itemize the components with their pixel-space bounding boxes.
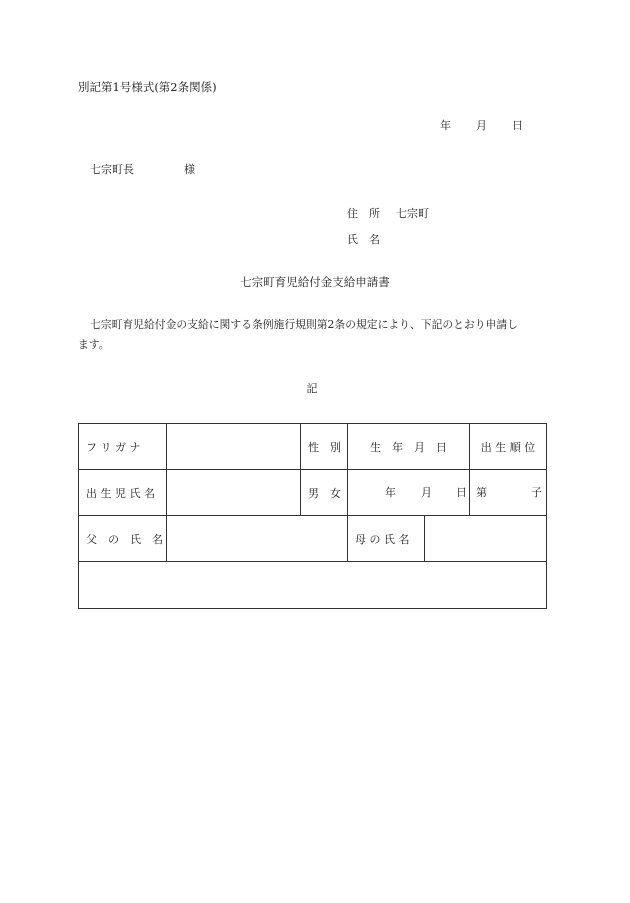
birth-date-label: 生 年 月 日	[348, 424, 470, 470]
furigana-label: フ リ ガ ナ	[79, 424, 167, 470]
address-label: 住 所	[347, 207, 380, 220]
order-suffix: 子	[531, 485, 542, 499]
birth-year-unit: 年	[385, 485, 396, 499]
date-month-unit: 月	[476, 119, 487, 132]
document-title: 七宗町育児給付金支給申請書	[240, 275, 390, 289]
mother-name-label: 母 の 氏 名	[348, 516, 425, 561]
birth-order-units	[470, 486, 546, 500]
birth-day-unit: 日	[456, 485, 467, 499]
birth-date-units	[348, 486, 469, 500]
birth-date-field[interactable]	[348, 470, 470, 516]
addressee-honorific: 様	[184, 163, 195, 176]
order-prefix: 第	[476, 485, 487, 499]
birth-month-unit: 月	[421, 485, 432, 499]
date-day-unit: 日	[512, 119, 523, 132]
table-row-parents	[79, 516, 547, 562]
table-row-furigana	[79, 424, 547, 470]
table-row-blank	[79, 562, 547, 609]
body-line-2: ます。	[78, 338, 110, 351]
father-name-label: 父 の 氏 名	[79, 516, 167, 562]
body-line-1: 七宗町育児給付金の支給に関する条例施行規則第2条の規定により、下記のとおり申請し	[90, 318, 518, 331]
child-name-field[interactable]	[167, 470, 301, 516]
addressee-name: 七宗町長	[90, 163, 134, 176]
child-name-label: 出 生 児 氏 名	[79, 470, 167, 516]
father-name-field[interactable]	[167, 516, 348, 562]
mother-cell	[348, 516, 547, 562]
ki-marker: 記	[306, 382, 318, 395]
furigana-field[interactable]	[167, 424, 301, 470]
name-label: 氏 名	[347, 233, 380, 246]
application-table	[78, 423, 547, 609]
gender-value[interactable]: 男 女	[301, 470, 348, 516]
address-value: 七宗町	[396, 207, 429, 220]
table-row-child	[79, 470, 547, 516]
remarks-field[interactable]	[79, 562, 547, 609]
mother-cell-inner	[348, 516, 546, 561]
form-number: 別記第1号様式(第2条関係)	[78, 80, 217, 94]
gender-label: 性 別	[301, 424, 348, 470]
mother-name-field[interactable]	[425, 516, 546, 561]
birth-order-label: 出 生 順 位	[470, 424, 547, 470]
date-year-unit: 年	[440, 119, 451, 132]
birth-order-field[interactable]	[470, 470, 547, 516]
